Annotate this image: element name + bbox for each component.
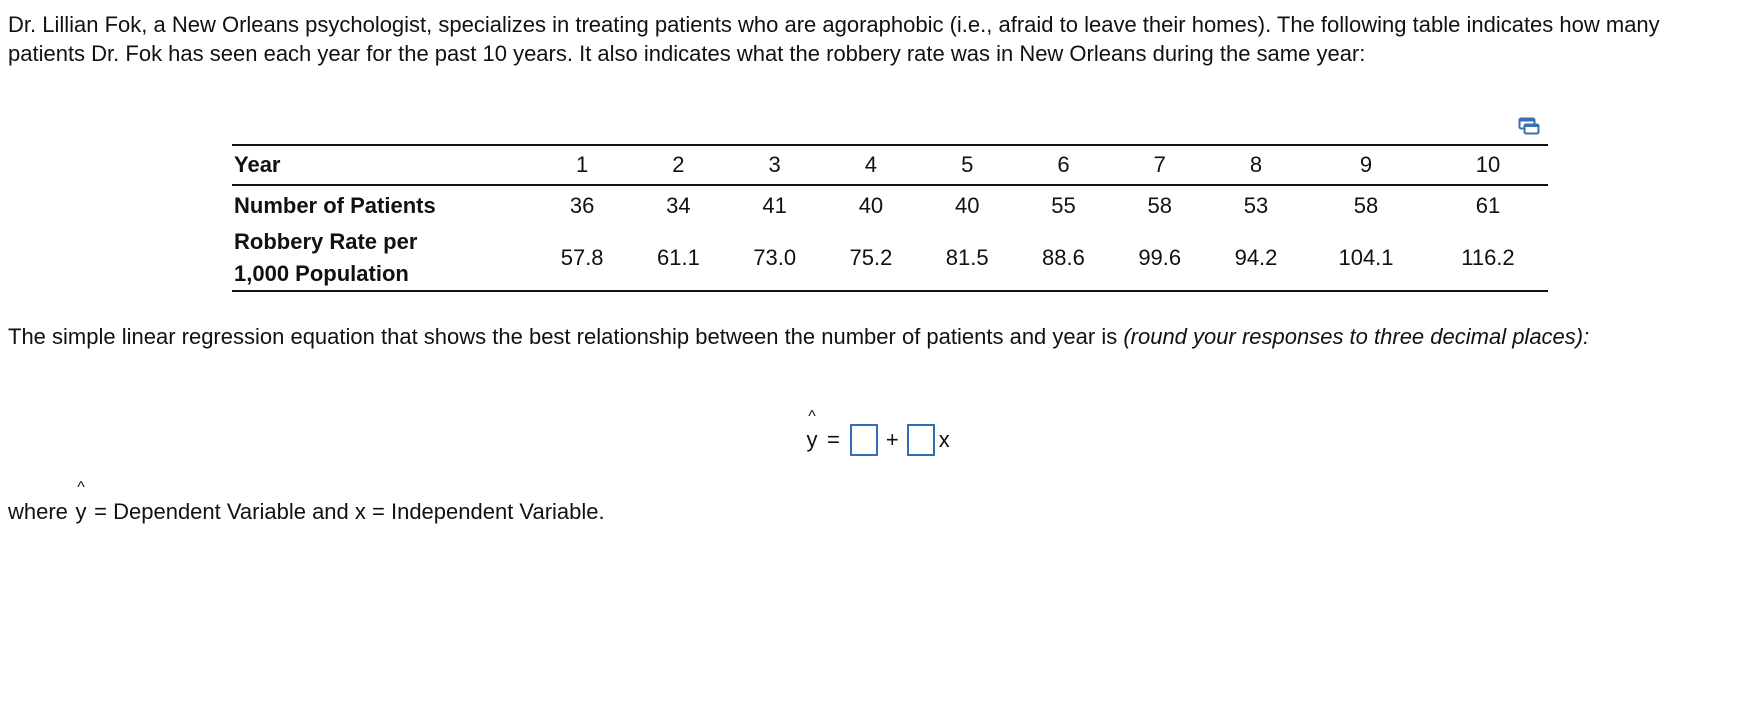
table-cell: 10 (1475, 152, 1501, 177)
table-cell: 81.5 (945, 245, 989, 270)
x-variable: x (938, 427, 950, 452)
table-cell: 41 (762, 193, 787, 218)
row-header-year: Year (234, 152, 281, 177)
table-cell: 6 (1057, 152, 1070, 177)
table-cell: 88.6 (1042, 245, 1085, 270)
y-letter: y (75, 499, 87, 524)
y-letter: y (806, 427, 818, 452)
table-cell: 3 (768, 152, 781, 177)
question-prompt (8, 321, 1738, 353)
row-header-robbery-rate (232, 226, 534, 291)
table-cell: 61 (1475, 193, 1501, 218)
y-hat-symbol (74, 479, 88, 528)
where-prefix: where (8, 499, 75, 524)
table-cell: 4 (864, 152, 878, 177)
row-header-patients: Number of Patients (234, 193, 436, 218)
hat-accent: ^ (77, 479, 85, 496)
row-header-line: Robbery Rate per (234, 229, 418, 254)
y-hat-symbol (805, 408, 819, 453)
table-row-year (232, 145, 1548, 185)
table-cell: 36 (569, 193, 595, 218)
table-cell: 104.1 (1338, 245, 1394, 270)
table-cell: 5 (961, 152, 974, 177)
table-cell: 57.8 (560, 245, 604, 270)
table-cell: 94.2 (1234, 245, 1278, 270)
table-cell: 40 (858, 193, 884, 218)
table-cell: 75.2 (849, 245, 893, 270)
question-text: The simple linear regression equation that shows the best relationship between the number of patients and year is (8, 324, 1124, 349)
table-cell: 34 (666, 193, 691, 218)
rounding-instruction: (round your responses to three decimal places): (1123, 324, 1590, 349)
table-cell: 2 (672, 152, 685, 177)
table-cell: 55 (1051, 193, 1076, 218)
table-cell: 73.0 (753, 245, 797, 270)
slope-input[interactable] (907, 424, 935, 456)
row-header-line: 1,000 Population (234, 261, 409, 286)
table-cell: 1 (576, 152, 589, 177)
where-suffix: = Dependent Variable and x = Independent Variable. (88, 499, 605, 524)
table-row-robbery-rate (232, 226, 1548, 291)
table-cell: 61.1 (656, 245, 700, 270)
problem-intro: Dr. Lillian Fok, a New Orleans psychologist, specializes in treating patients who are agoraphobic (i.e., afraid to leave their homes). The following table indicates how many patients Dr. Fok has seen each year for the past 10 years. It also indicates what the robbery rate was in New Orleans during the same year: (8, 12, 1660, 66)
intercept-input[interactable] (850, 424, 878, 456)
table-row-patients (232, 185, 1548, 226)
variable-definition (8, 479, 605, 528)
hat-accent: ^ (808, 408, 816, 425)
table-cell: 9 (1359, 152, 1373, 177)
table-cell: 8 (1249, 152, 1263, 177)
regression-equation (805, 408, 950, 460)
table-cell: 53 (1243, 193, 1269, 218)
table-cell: 58 (1353, 193, 1379, 218)
plus-sign: + (885, 427, 899, 452)
table-cell: 116.2 (1461, 245, 1515, 270)
table-cell: 58 (1147, 193, 1172, 218)
table-cell: 40 (954, 193, 980, 218)
copy-table-icon[interactable] (1518, 117, 1540, 135)
equals-sign: = (827, 427, 840, 452)
table-cell: 7 (1153, 152, 1166, 177)
table-cell: 99.6 (1138, 245, 1182, 270)
data-table (232, 144, 1548, 292)
